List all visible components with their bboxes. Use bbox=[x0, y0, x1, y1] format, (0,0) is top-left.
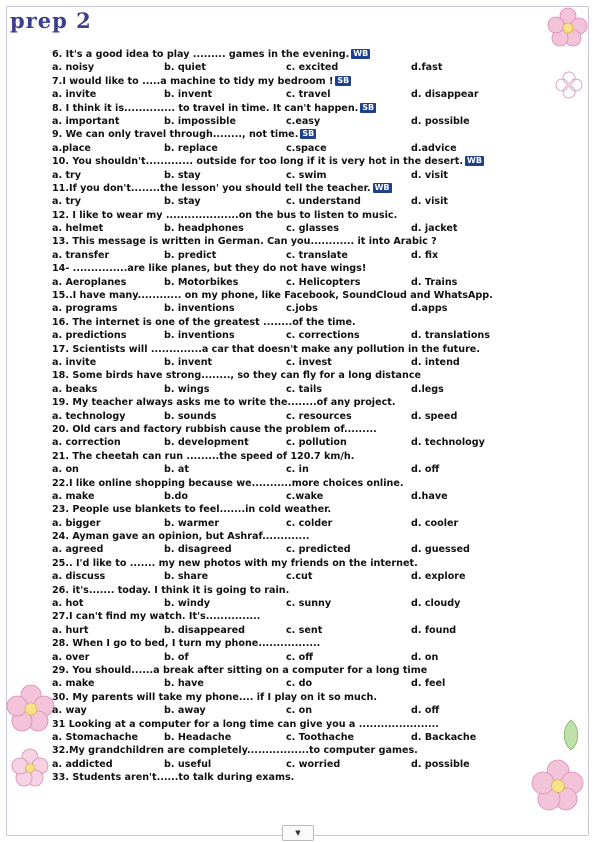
answer-option: d.legs bbox=[411, 383, 444, 395]
question-item bbox=[52, 423, 568, 450]
answer-option: d. cloudy bbox=[411, 598, 461, 610]
answer-options bbox=[52, 570, 568, 583]
answer-option: c. worried bbox=[286, 758, 341, 770]
question-stem bbox=[52, 530, 568, 543]
answer-option: b. stay bbox=[164, 169, 201, 181]
question-stem bbox=[52, 450, 568, 463]
answer-options bbox=[52, 169, 568, 182]
question-text: 33. Students aren't......to talk during exams. bbox=[52, 772, 295, 784]
answer-options bbox=[52, 249, 568, 262]
question-item bbox=[52, 75, 568, 102]
answer-option: d. fix bbox=[411, 249, 439, 261]
answer-option: d. off bbox=[411, 464, 440, 476]
question-text: 14- ...............are like planes, but they do not have wings! bbox=[52, 263, 367, 275]
answer-options bbox=[52, 410, 568, 423]
answer-options bbox=[52, 597, 568, 610]
answer-option: b. Motorbikes bbox=[164, 276, 239, 288]
answer-option: a. over bbox=[52, 651, 90, 663]
answer-options bbox=[52, 302, 568, 315]
answer-option: b. inventions bbox=[164, 303, 235, 315]
question-stem bbox=[52, 718, 568, 731]
question-item bbox=[52, 155, 568, 182]
question-item bbox=[52, 289, 568, 316]
answer-options bbox=[52, 276, 568, 289]
answer-option: b. impossible bbox=[164, 115, 236, 127]
answer-option: a. hot bbox=[52, 598, 84, 610]
question-text: 15..I have many............ on my phone, like Facebook, SoundCloud and WhatsApp. bbox=[52, 290, 493, 302]
question-stem bbox=[52, 289, 568, 302]
answer-options bbox=[52, 731, 568, 744]
answer-option: d. off bbox=[411, 705, 440, 717]
question-item bbox=[52, 637, 568, 664]
answer-options bbox=[52, 463, 568, 476]
question-item bbox=[52, 450, 568, 477]
answer-options bbox=[52, 490, 568, 503]
source-badge: SB bbox=[302, 129, 315, 139]
question-stem bbox=[52, 423, 568, 436]
answer-option: d.advice bbox=[411, 142, 457, 154]
answer-option: b. of bbox=[164, 651, 189, 663]
answer-options bbox=[52, 142, 568, 155]
answer-option: d. Trains bbox=[411, 276, 458, 288]
answer-options bbox=[52, 222, 568, 235]
answer-option: b. share bbox=[164, 571, 209, 583]
answer-option: b. invent bbox=[164, 89, 213, 101]
question-stem bbox=[52, 610, 568, 623]
answer-option: a. transfer bbox=[52, 249, 110, 261]
answer-option: d. jacket bbox=[411, 223, 458, 235]
question-stem bbox=[52, 771, 568, 784]
answer-option: a. important bbox=[52, 115, 120, 127]
source-badge: WB bbox=[467, 156, 482, 166]
question-stem bbox=[52, 75, 568, 88]
question-stem bbox=[52, 209, 568, 222]
answer-option: a.place bbox=[52, 142, 91, 154]
question-text: 9. We can only travel through........, not time. bbox=[52, 129, 299, 141]
question-item bbox=[52, 530, 568, 557]
answer-options bbox=[52, 651, 568, 664]
answer-options bbox=[52, 436, 568, 449]
question-text: 29. You should......a break after sitting on a computer for a long time bbox=[52, 664, 428, 676]
question-stem bbox=[52, 316, 568, 329]
question-text: 30. My parents will take my phone.... if I play on it so much. bbox=[52, 691, 377, 703]
answer-option: a. programs bbox=[52, 303, 118, 315]
answer-option: c. resources bbox=[286, 410, 352, 422]
answer-option: c. sunny bbox=[286, 598, 332, 610]
answer-option: c. understand bbox=[286, 196, 361, 208]
question-stem bbox=[52, 128, 568, 141]
answer-option: a. predictions bbox=[52, 330, 127, 342]
answer-option: d. disappear bbox=[411, 89, 479, 101]
answer-option: a. try bbox=[52, 169, 82, 181]
answer-options bbox=[52, 61, 568, 74]
answer-option: c.easy bbox=[286, 115, 321, 127]
question-stem bbox=[52, 155, 568, 168]
answer-option: b. windy bbox=[164, 598, 210, 610]
flower-icon bbox=[545, 4, 591, 50]
question-text: 12. I like to wear my ....................on the bus to listen to music. bbox=[52, 209, 398, 221]
answer-option: d. feel bbox=[411, 678, 446, 690]
answer-option: a. technology bbox=[52, 410, 126, 422]
answer-options bbox=[52, 88, 568, 101]
answer-option: a. correction bbox=[52, 437, 121, 449]
answer-options bbox=[52, 329, 568, 342]
question-item bbox=[52, 128, 568, 155]
question-stem bbox=[52, 343, 568, 356]
question-text: 7.I would like to .....a machine to tidy my bedroom ! bbox=[52, 75, 334, 87]
answer-option: b. stay bbox=[164, 196, 201, 208]
answer-option: a. invite bbox=[52, 89, 97, 101]
question-item bbox=[52, 664, 568, 691]
answer-option: a. Aeroplanes bbox=[52, 276, 127, 288]
chevron-down-icon[interactable]: ▼ bbox=[295, 829, 301, 837]
answer-options bbox=[52, 115, 568, 128]
question-text: 18. Some birds have strong........, so they can fly for a long distance bbox=[52, 370, 422, 382]
answer-option: c. predicted bbox=[286, 544, 351, 556]
question-text: 31 Looking at a computer for a long time can give you a ...................... bbox=[52, 718, 439, 730]
page-control[interactable] bbox=[282, 825, 314, 841]
answer-option: b. development bbox=[164, 437, 249, 449]
question-item bbox=[52, 235, 568, 262]
answer-option: a. bigger bbox=[52, 517, 101, 529]
answer-option: c. travel bbox=[286, 89, 331, 101]
question-item bbox=[52, 744, 568, 771]
question-stem bbox=[52, 477, 568, 490]
answer-option: c. translate bbox=[286, 249, 348, 261]
answer-options bbox=[52, 704, 568, 717]
question-stem bbox=[52, 744, 568, 757]
question-item bbox=[52, 584, 568, 611]
question-text: 11.If you don't........the lesson' you should tell the teacher. bbox=[52, 182, 371, 194]
answer-option: c. sent bbox=[286, 624, 323, 636]
answer-option: b. wings bbox=[164, 383, 210, 395]
answer-options bbox=[52, 356, 568, 369]
source-badge: SB bbox=[362, 102, 375, 112]
answer-option: d. found bbox=[411, 624, 457, 636]
answer-option: b. quiet bbox=[164, 62, 206, 74]
question-text: 8. I think it is.............. to travel in time. It can't happen. bbox=[52, 102, 359, 114]
question-text: 21. The cheetah can run .........the speed of 120.7 km/h. bbox=[52, 450, 355, 462]
answer-option: d. speed bbox=[411, 410, 458, 422]
source-badge: WB bbox=[353, 49, 369, 58]
question-stem bbox=[52, 235, 568, 248]
answer-option: b. predict bbox=[164, 249, 217, 261]
answer-options bbox=[52, 195, 568, 208]
question-stem bbox=[52, 102, 568, 115]
answer-option: d. on bbox=[411, 651, 439, 663]
answer-option: b. sounds bbox=[164, 410, 217, 422]
answer-option: c. in bbox=[286, 464, 309, 476]
answer-option: b. headphones bbox=[164, 223, 244, 235]
answer-option: d. Backache bbox=[411, 731, 477, 743]
answer-option: b.do bbox=[164, 490, 188, 502]
answer-option: d. intend bbox=[411, 356, 460, 368]
answer-option: a. beaks bbox=[52, 383, 98, 395]
question-text: 32.My grandchildren are completely.................to computer games. bbox=[52, 745, 418, 757]
answer-option: a. make bbox=[52, 678, 95, 690]
answer-option: b. have bbox=[164, 678, 204, 690]
answer-option: c. Helicopters bbox=[286, 276, 361, 288]
question-item bbox=[52, 771, 568, 784]
answer-option: c.space bbox=[286, 142, 327, 154]
question-item bbox=[52, 691, 568, 718]
question-text: 25.. I'd like to ....... my new photos with my friends on the internet. bbox=[52, 557, 418, 569]
question-stem bbox=[52, 48, 568, 61]
question-item bbox=[52, 209, 568, 236]
answer-options bbox=[52, 543, 568, 556]
question-text: 16. The internet is one of the greatest ........of the time. bbox=[52, 316, 356, 328]
answer-option: c. tails bbox=[286, 383, 323, 395]
answer-option: d. visit bbox=[411, 169, 448, 181]
answer-option: c. corrections bbox=[286, 330, 360, 342]
answer-option: c.jobs bbox=[286, 303, 318, 315]
flower-icon bbox=[3, 680, 59, 736]
answer-option: a. Stomachache bbox=[52, 731, 139, 743]
answer-option: c. invest bbox=[286, 356, 332, 368]
answer-option: c. colder bbox=[286, 517, 333, 529]
question-item bbox=[52, 369, 568, 396]
answer-option: a. make bbox=[52, 490, 95, 502]
answer-option: a. helmet bbox=[52, 223, 104, 235]
source-badge: SB bbox=[337, 75, 350, 85]
answer-option: a. discuss bbox=[52, 571, 106, 583]
question-item bbox=[52, 610, 568, 637]
question-item bbox=[52, 316, 568, 343]
question-item bbox=[52, 718, 568, 745]
answer-options bbox=[52, 677, 568, 690]
flower-icon bbox=[8, 745, 52, 789]
question-stem bbox=[52, 396, 568, 409]
answer-option: b. away bbox=[164, 705, 206, 717]
question-stem bbox=[52, 369, 568, 382]
answer-option: b. useful bbox=[164, 758, 212, 770]
question-text: 24. Ayman gave an opinion, but Ashraf............. bbox=[52, 531, 310, 543]
question-text: 28. When I go to bed, I turn my phone................. bbox=[52, 638, 321, 650]
source-badge: WB bbox=[374, 182, 390, 192]
question-item bbox=[52, 477, 568, 504]
answer-option: c. glasses bbox=[286, 223, 339, 235]
answer-option: d. guessed bbox=[411, 544, 470, 556]
answer-options bbox=[52, 624, 568, 637]
question-stem bbox=[52, 557, 568, 570]
question-item bbox=[52, 396, 568, 423]
answer-option: a. try bbox=[52, 196, 82, 208]
question-item bbox=[52, 182, 568, 209]
question-text: 13. This message is written in German. Can you............ it into Arabic ? bbox=[52, 236, 437, 248]
question-stem bbox=[52, 637, 568, 650]
answer-option: a. invite bbox=[52, 356, 97, 368]
question-stem bbox=[52, 664, 568, 677]
answer-options bbox=[52, 758, 568, 771]
question-item bbox=[52, 102, 568, 129]
answer-option: c. pollution bbox=[286, 437, 347, 449]
answer-option: b. Headache bbox=[164, 731, 232, 743]
answer-option: b. inventions bbox=[164, 330, 235, 342]
page-heading: prep 2 bbox=[10, 8, 92, 33]
question-text: 27.I can't find my watch. It's............... bbox=[52, 611, 261, 623]
question-item bbox=[52, 503, 568, 530]
question-list bbox=[52, 48, 568, 784]
answer-option: b. replace bbox=[164, 142, 218, 154]
question-item bbox=[52, 48, 568, 75]
answer-option: d. cooler bbox=[411, 517, 459, 529]
answer-option: a. on bbox=[52, 464, 79, 476]
answer-option: b. invent bbox=[164, 356, 213, 368]
question-stem bbox=[52, 262, 568, 275]
answer-option: d. visit bbox=[411, 196, 448, 208]
question-text: 19. My teacher always asks me to write the........of any project. bbox=[52, 397, 396, 409]
question-stem bbox=[52, 584, 568, 597]
question-stem bbox=[52, 503, 568, 516]
answer-option: d.fast bbox=[411, 62, 443, 74]
answer-option: a. agreed bbox=[52, 544, 104, 556]
answer-option: d. possible bbox=[411, 115, 470, 127]
answer-option: c. do bbox=[286, 678, 313, 690]
question-text: 6. It's a good idea to play ......... games in the evening. bbox=[52, 49, 350, 60]
answer-options bbox=[52, 383, 568, 396]
answer-option: b. disagreed bbox=[164, 544, 232, 556]
answer-option: c. off bbox=[286, 651, 314, 663]
question-text: 10. You shouldn't............. outside for too long if it is very hot in the desert. bbox=[52, 156, 463, 168]
answer-option: b. warmer bbox=[164, 517, 220, 529]
answer-options bbox=[52, 517, 568, 530]
question-stem bbox=[52, 182, 568, 195]
question-text: 20. Old cars and factory rubbish cause the problem of......... bbox=[52, 423, 377, 435]
answer-option: c. swim bbox=[286, 169, 327, 181]
answer-option: c. excited bbox=[286, 62, 339, 74]
answer-option: c. on bbox=[286, 705, 313, 717]
answer-option: a. noisy bbox=[52, 62, 95, 74]
answer-option: d.apps bbox=[411, 303, 448, 315]
question-text: 22.I like online shopping because we...........more choices online. bbox=[52, 477, 404, 489]
question-text: 23. People use blankets to feel.......in cold weather. bbox=[52, 504, 332, 516]
answer-option: b. at bbox=[164, 464, 189, 476]
answer-option: c.wake bbox=[286, 490, 324, 502]
answer-option: a. way bbox=[52, 705, 87, 717]
answer-option: c.cut bbox=[286, 571, 313, 583]
answer-option: d.have bbox=[411, 490, 448, 502]
question-item bbox=[52, 557, 568, 584]
answer-option: d. explore bbox=[411, 571, 466, 583]
answer-option: b. disappeared bbox=[164, 624, 246, 636]
answer-option: d. translations bbox=[411, 330, 490, 342]
question-item bbox=[52, 343, 568, 370]
question-text: 17. Scientists will ..............a car that doesn't make any pollution in the future. bbox=[52, 343, 480, 355]
question-stem bbox=[52, 691, 568, 704]
question-item bbox=[52, 262, 568, 289]
answer-option: c. Toothache bbox=[286, 731, 355, 743]
answer-option: d. possible bbox=[411, 758, 470, 770]
answer-option: a. addicted bbox=[52, 758, 113, 770]
answer-option: a. hurt bbox=[52, 624, 89, 636]
question-text: 26. it's....... today. I think it is going to rain. bbox=[52, 584, 290, 596]
answer-option: d. technology bbox=[411, 437, 485, 449]
